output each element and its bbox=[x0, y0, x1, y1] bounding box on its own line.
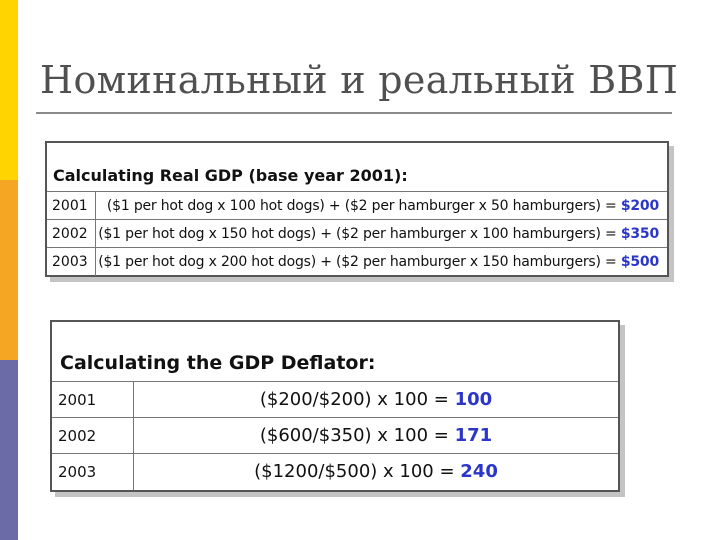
year-cell: 2003 bbox=[47, 248, 96, 276]
year-cell: 2002 bbox=[52, 418, 134, 453]
formula-cell bbox=[96, 248, 667, 276]
table-row bbox=[47, 220, 667, 248]
formula-cell bbox=[134, 418, 618, 453]
year-cell: 2003 bbox=[52, 454, 134, 490]
formula-cell bbox=[134, 454, 618, 490]
table-row bbox=[47, 192, 667, 220]
table-row bbox=[52, 454, 618, 490]
accent-stripe-top bbox=[0, 0, 18, 180]
table-row bbox=[47, 248, 667, 276]
result-value: 240 bbox=[460, 461, 498, 482]
result-value: $350 bbox=[620, 226, 659, 242]
year-cell: 2001 bbox=[52, 382, 134, 417]
accent-stripe-bottom bbox=[0, 360, 18, 540]
formula-text: ($200/$200) x 100 = bbox=[259, 389, 455, 410]
gdp-deflator-heading: Calculating the GDP Deflator: bbox=[52, 322, 618, 382]
gdp-deflator-table bbox=[50, 320, 620, 492]
slide-title: Номинальный и реальный ВВП bbox=[40, 58, 679, 102]
title-underline bbox=[36, 112, 672, 114]
real-gdp-heading: Calculating Real GDP (base year 2001): bbox=[47, 143, 667, 192]
year-cell: 2002 bbox=[47, 220, 96, 247]
formula-text: ($1200/$500) x 100 = bbox=[254, 461, 461, 482]
formula-text: ($600/$350) x 100 = bbox=[259, 425, 455, 446]
formula-text: ($1 per hot dog x 150 hot dogs) + ($2 per hamburger x 100 hamburgers) = bbox=[98, 226, 621, 242]
result-value: 171 bbox=[454, 425, 493, 446]
real-gdp-table bbox=[45, 141, 669, 277]
formula-cell bbox=[96, 220, 667, 247]
year-cell: 2001 bbox=[47, 192, 96, 219]
table-row bbox=[52, 418, 618, 454]
formula-cell bbox=[134, 382, 618, 417]
result-value: 100 bbox=[454, 389, 493, 410]
result-value: $500 bbox=[620, 254, 659, 270]
formula-cell bbox=[96, 192, 667, 219]
formula-text: ($1 per hot dog x 100 hot dogs) + ($2 per hamburger x 50 hamburgers) = bbox=[106, 198, 621, 214]
accent-stripe-middle bbox=[0, 180, 18, 360]
formula-text: ($1 per hot dog x 200 hot dogs) + ($2 per hamburger x 150 hamburgers) = bbox=[98, 254, 621, 270]
table-row bbox=[52, 382, 618, 418]
result-value: $200 bbox=[620, 198, 659, 214]
